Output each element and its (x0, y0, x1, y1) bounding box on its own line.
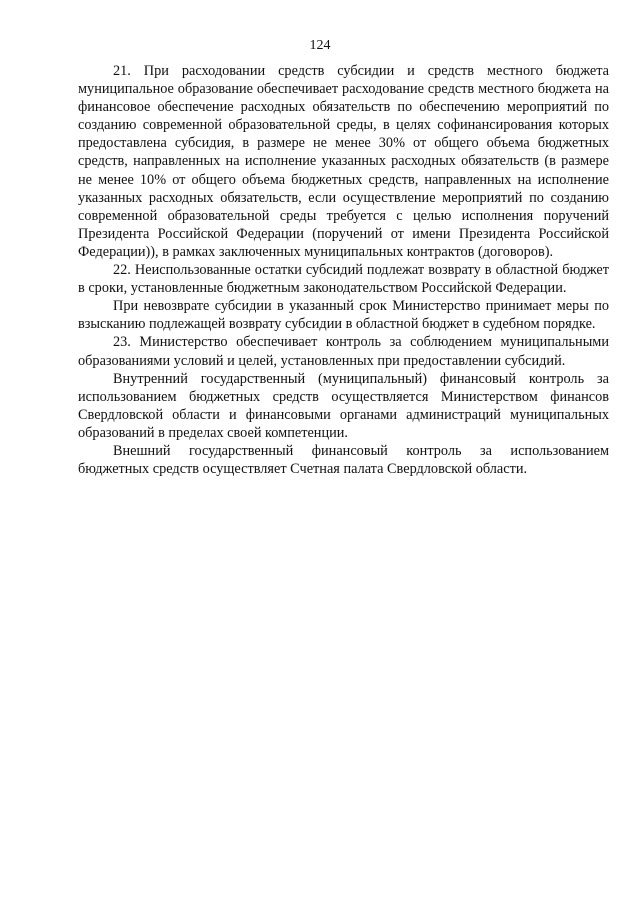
paragraph-22: 22. Неиспользованные остатки субсидий подлежат возврату в областной бюджет в сроки, установленные бюджетным законодательством Российской Федерации. (78, 262, 609, 297)
page-number: 124 (309, 38, 331, 53)
paragraph-external-control: Внешний государственный финансовый контроль за использованием бюджетных средств осуществляет Счетная палата Свердловской области. (78, 442, 609, 478)
paragraph-internal-control: Внутренний государственный (муниципальный) финансовый контроль за использованием бюджетных средств осуществляется Министерством финансов Свердловской области и финансовыми органами администраций муниципальных образований в пределах своей компетенции. (78, 370, 609, 441)
paragraph-23: 23. Министерство обеспечивает контроль за соблюдением муниципальными образованиями условий и целей, установленных при предоставлении субсидий. (78, 334, 609, 369)
document-body (78, 62, 609, 478)
paragraph-22-non-return: При невозврате субсидии в указанный срок Министерство принимает меры по взысканию подлежащей возврату субсидии в областной бюджет в судебном порядке. (78, 298, 609, 333)
paragraph-21: 21. При расходовании средств субсидии и средств местного бюджета муниципальное образование обеспечивает расходование средств местного бюджета на финансовое обеспечение расходных обязательств по обеспечению мероприятий по созданию современной образовательной среды, в целях софинансирования которых предоставлена субсидия, в размере не менее 30% от общего объема бюджетных средств, направленных на исполнение указанных расходных обязательств (в размере не менее 10% от общего объема бюджетных средств, направленных на исполнение указанных расходных обязательств, если осуществление мероприятий по созданию современной образовательной среды требуется с целью исполнения поручений Президента Российской Федерации (поручений от имени Президента Российской Федерации)), в рамках заключенных муниципальных контрактов (договоров). (78, 63, 609, 260)
